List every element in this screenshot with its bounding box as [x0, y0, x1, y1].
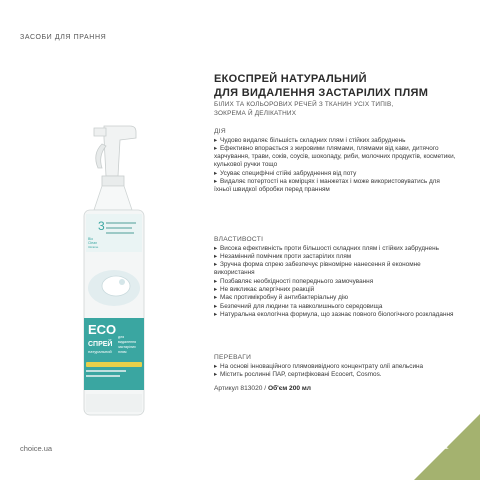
section-properties-heading: ВЛАСТИВОСТІ [214, 236, 264, 243]
product-subtitle-line-1: БІЛИХ ТА КОЛЬОРОВИХ РЕЧЕЙ З ТКАНИН УСІХ ТИПІВ, [214, 101, 394, 108]
section-action [214, 128, 456, 195]
list-item: ▸ Має протимікробну й антибактеріальну дію [214, 294, 349, 302]
bottle-desc-3: застарілих [118, 345, 136, 349]
bottle-brand-2: Clean [88, 241, 98, 245]
bullet-icon: ▸ [214, 310, 218, 318]
list-item: ▸ Усуває специфічні стійкі забруднення від поту [214, 169, 357, 177]
section-properties-list [214, 245, 456, 320]
list-item: ▸ Ефективно впорається з жировими плямами, плямами від кави, дитячого харчування, трави, соків, соусів, шоколаду, риби, молочних продуктів, косметики, кулькової ручки тощо [214, 144, 456, 169]
list-item: ▸ Зручна форма спрею забезпечує рівномірне нанесення й економне використання [214, 261, 421, 277]
section-title: ЗАСОБИ ДЛЯ ПРАННЯ [20, 34, 107, 41]
bottle-label-sub: натуральний [88, 349, 112, 354]
bullet-icon: ▸ [214, 261, 218, 269]
bullet-icon: ▸ [214, 244, 218, 252]
bullet-icon: ▸ [214, 136, 218, 144]
list-item: ▸ Натуральна екологічна формула, що зазнає повного біологічного розкладання [214, 310, 454, 318]
section-action-heading: ДІЯ [214, 128, 226, 135]
bottle-desc-4: плям [118, 350, 127, 354]
section-advantages-heading: ПЕРЕВАГИ [214, 354, 252, 361]
list-item: ▸ Чудово видаляє більшість складних плям і стійких забруднень [214, 136, 406, 144]
bottle-number: 3 [98, 219, 105, 233]
bullet-icon: ▸ [214, 294, 218, 302]
bullet-icon: ▸ [214, 370, 218, 378]
list-item: ▸ Видаляє потертості на комірцях і манжетах і може використовуватись для їхньої швидкої обробки перед пранням [214, 177, 440, 194]
product-subtitle-line-2: ЗОКРЕМА Й ДЕЛІКАТНИХ [214, 109, 297, 117]
bottle-brand-1: Bio [88, 237, 94, 241]
bottle-label-big: ECO [88, 322, 117, 337]
section-advantages [214, 354, 456, 379]
bullet-icon: ▸ [214, 302, 218, 310]
bottle-desc-2: видалення [118, 340, 137, 344]
list-item: ▸ На основі інноваційного плямовивідного концентрату олії апельсина [214, 362, 424, 370]
bullet-icon: ▸ [214, 285, 218, 293]
bottle-brand-3: Ukraine [88, 245, 99, 249]
section-advantages-list [214, 363, 456, 380]
product-bottle-image [72, 118, 156, 418]
bullet-icon: ▸ [214, 177, 218, 185]
list-item: ▸ Не викликає алергічних реакцій [214, 285, 315, 293]
site-link[interactable]: choice.ua [20, 444, 53, 453]
bottle-desc-1: для [118, 335, 125, 339]
bottle-label-word: СПРЕЙ [88, 341, 113, 348]
bullet-icon: ▸ [214, 362, 218, 370]
bullet-icon: ▸ [214, 169, 218, 177]
section-properties [214, 236, 456, 319]
list-item: ▸ Позбавляє необхідності попереднього замочування [214, 277, 374, 285]
product-title [214, 72, 456, 100]
bullet-icon: ▸ [214, 277, 218, 285]
article-info [214, 385, 456, 392]
product-title-line-1: ЕКОСПРЕЙ НАТУРАЛЬНИЙ [214, 73, 367, 85]
list-item: ▸ Незамінний помічник проти застарілих плям [214, 252, 352, 260]
list-item: ▸ Безпечний для людини та навколишнього середовища [214, 302, 383, 310]
product-title-line-2: ДЛЯ ВИДАЛЕННЯ ЗАСТАРІЛИХ ПЛЯМ [214, 87, 429, 99]
product-description [214, 72, 456, 392]
volume: Об'єм 200 мл [267, 385, 311, 392]
article-number: Артикул 813020 / [214, 385, 267, 392]
bullet-icon: ▸ [214, 144, 218, 152]
section-action-list [214, 137, 456, 195]
bullet-icon: ▸ [214, 252, 218, 260]
page-number: 161 [437, 444, 449, 451]
product-subtitle [214, 101, 456, 118]
list-item: ▸ Висока ефективність проти більшості складних плям і стійких забруднень [214, 244, 439, 252]
list-item: ▸ Містить рослинні ПАР, сертифіковані Ecocert, Cosmos. [214, 370, 382, 378]
